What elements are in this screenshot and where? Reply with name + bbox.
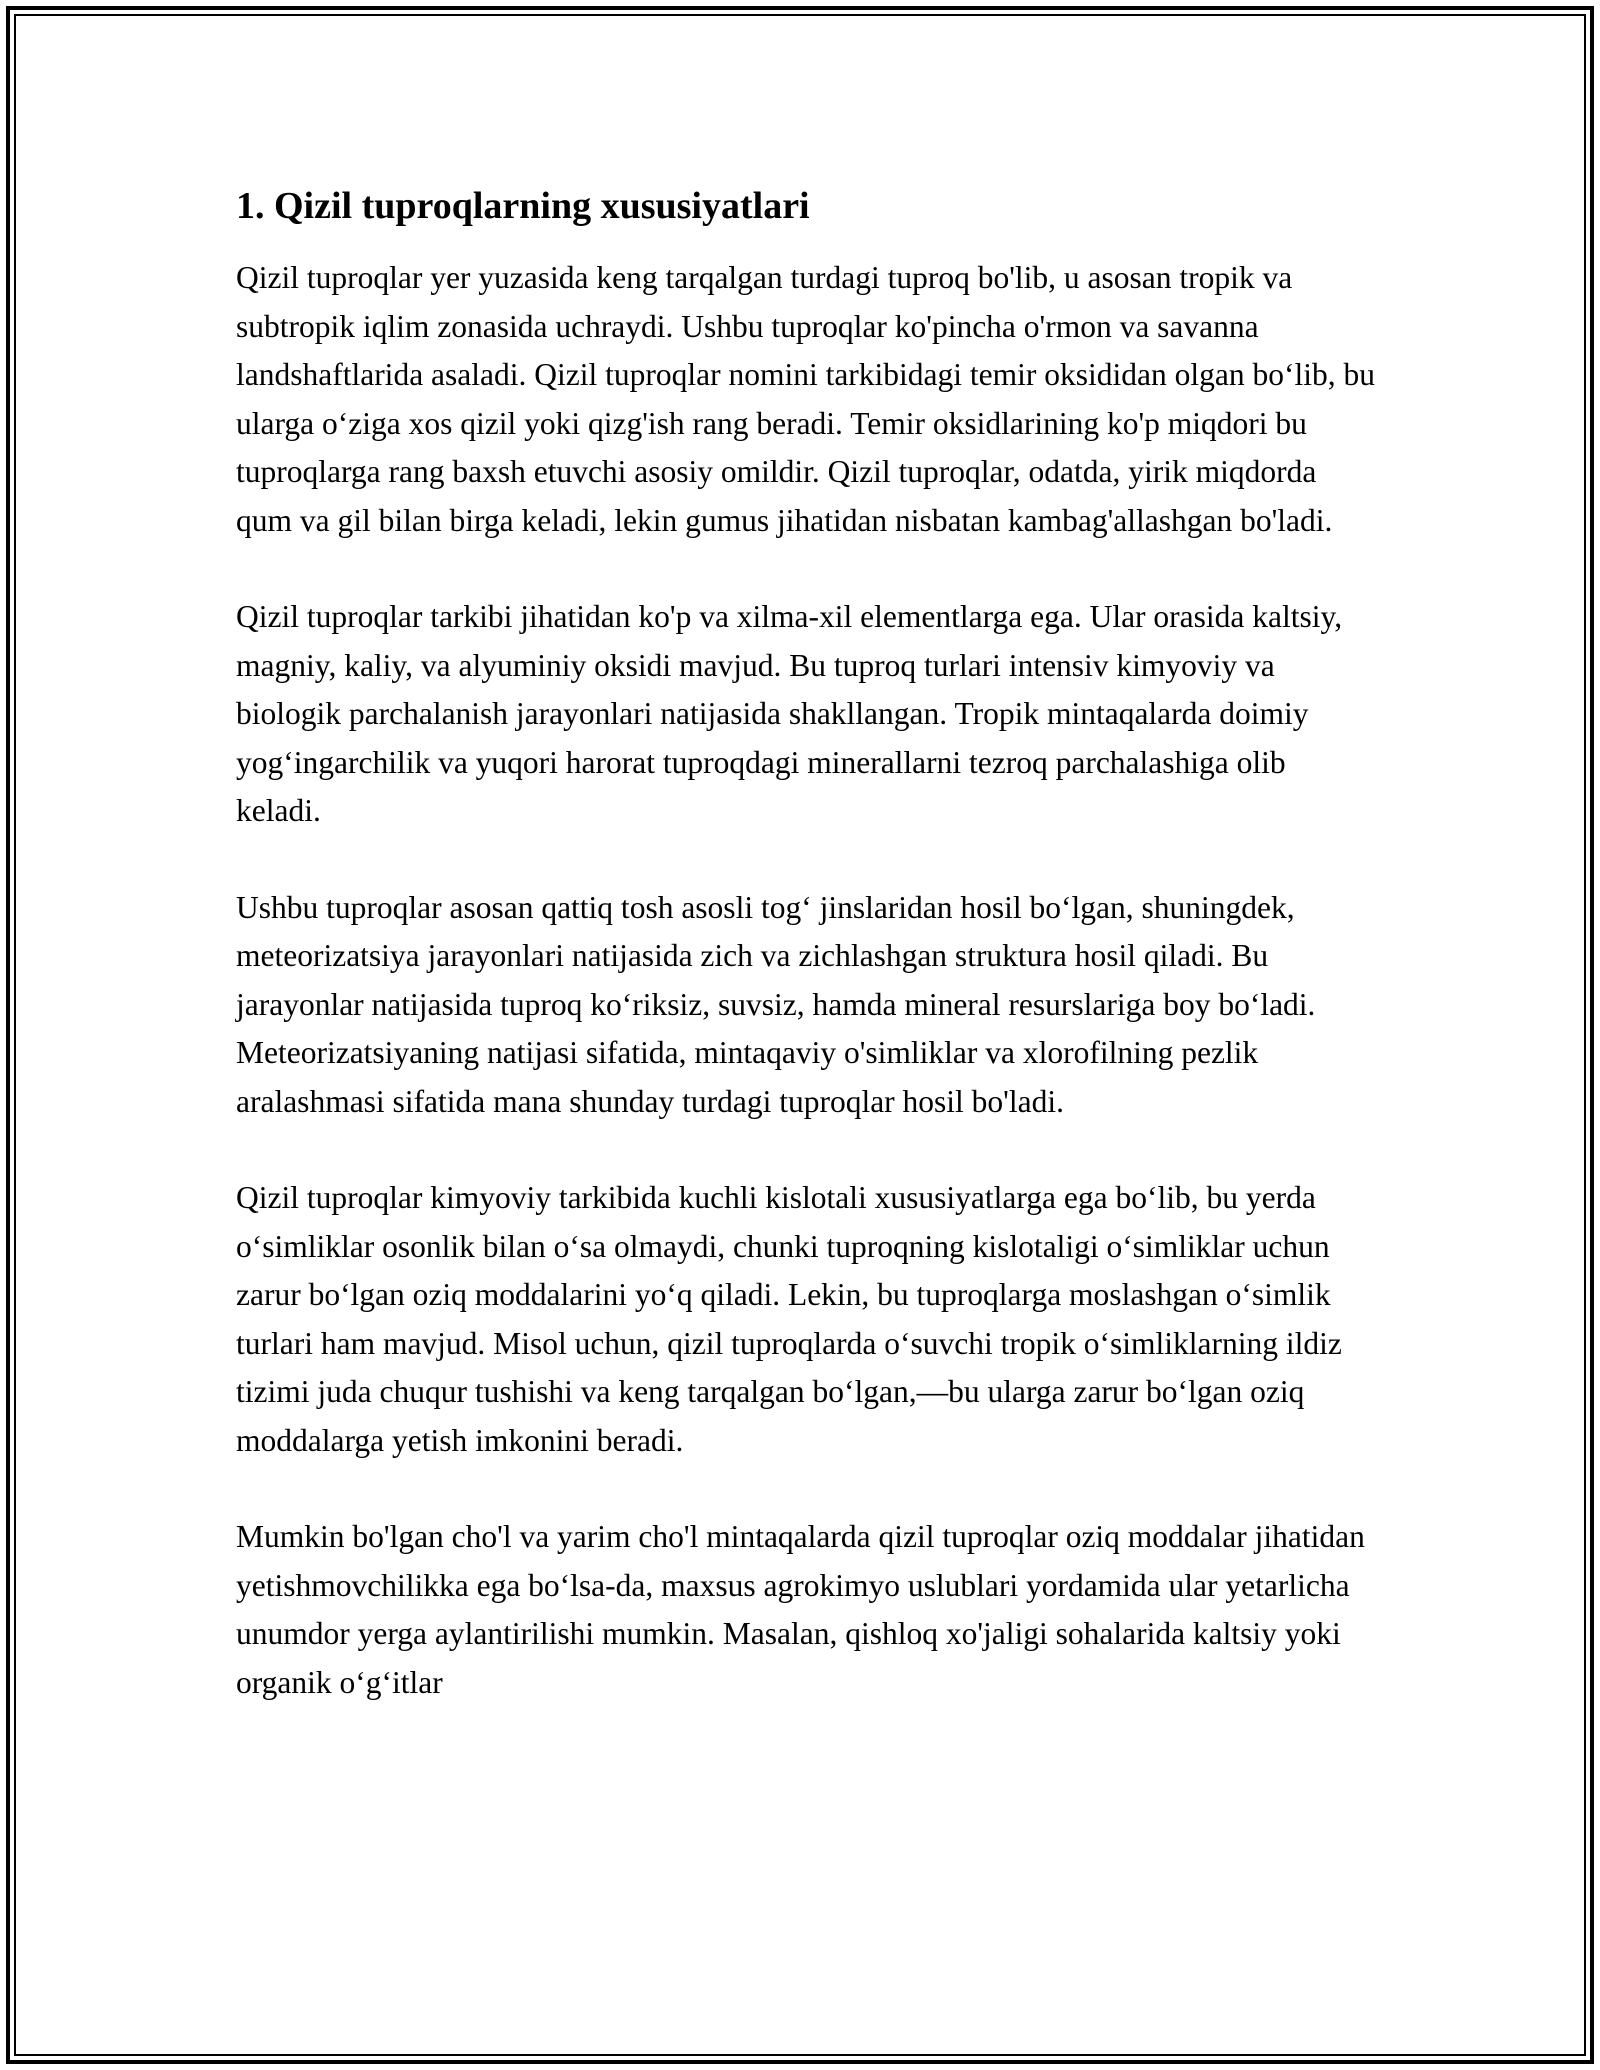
section-heading: 1. Qizil tuproqlarning xususiyatlari (236, 185, 810, 227)
paragraph-2: Qizil tuproqlar tarkibi jihatidan ko'p va xilma-xil elementlarga ega. Ular orasida kaltsiy, magniy, kaliy, va alyuminiy oksidi mavjud. Bu tuproq turlari intensiv kimyoviy va biologik parchalanish jarayonlari natijasida shakllangan. Tropik mintaqalarda doimiy yog‘ingarchilik va yuqori harorat tuproqdagi minerallarni tezroq parchalashiga olib keladi. (236, 599, 1343, 828)
paragraph-3: Ushbu tuproqlar asosan qattiq tosh asosli tog‘ jinslaridan hosil bo‘lgan, shuningdek, meteorizatsiya jarayonlari natijasida zich va zichlashgan struktura hosil qiladi. Bu jarayonlar natijasida tuproq ko‘riksiz, suvsiz, hamda mineral resurslariga boy bo‘ladi. Meteorizatsiyaning natijasi sifatida, mintaqaviy o'simliklar va xlorofilning pezlik aralashmasi sifatida mana shunday turdagi tuproqlar hosil bo'ladi. (236, 889, 1316, 1119)
paragraph-5: Mumkin bo'lgan cho'l va yarim cho'l mintaqalarda qizil tuproqlar oziq moddalar jihatidan yetishmovchilikka ega bo‘lsa-da, maxsus agrokimyo uslublari yordamida ular yetarlicha unumdor yerga aylantirilishi mumkin. Masalan, qishloq xo'jaligi sohalarida kaltsiy yoki organik o‘g‘itlar (236, 1519, 1365, 1700)
paragraph-4: Qizil tuproqlar kimyoviy tarkibida kuchli kislotali xususiyatlarga ega bo‘lib, bu yerda o‘simliklar osonlik bilan o‘sa olmaydi, chunki tuproqning kislotaligi o‘simliklar uchun zarur bo‘lgan oziq moddalarini yo‘q qiladi. Lekin, bu tuproqlarga moslashgan o‘simlik turlari ham mavjud. Misol uchun, qizil tuproqlarda o‘suvchi tropik o‘simliklarning ildiz tizimi juda chuqur tushishi va keng tarqalgan bo‘lgan,—bu ularga zarur bo‘lgan oziq moddalarga yetish imkonini beradi. (236, 1180, 1342, 1458)
paragraph-1: Qizil tuproqlar yer yuzasida keng tarqalgan turdagi tuproq bo'lib, u asosan tropik va subtropik iqlim zonasida uchraydi. Ushbu tuproqlar ko'pincha o'rmon va savanna landshaftlarida asaladi. Qizil tuproqlar nomini tarkibidagi temir oksididan olgan bo‘lib, bu ularga o‘ziga xos qizil yoki qizg'ish rang beradi. Temir oksidlarining ko'p miqdori bu tuproqlarga rang baxsh etuvchi asosiy omildir. Qizil tuproqlar, odatda, yirik miqdorda qum va gil bilan birga keladi, lekin gumus jihatidan nisbatan kambag'allashgan bo'ladi. (236, 260, 1375, 538)
document-body (236, 182, 1376, 1707)
